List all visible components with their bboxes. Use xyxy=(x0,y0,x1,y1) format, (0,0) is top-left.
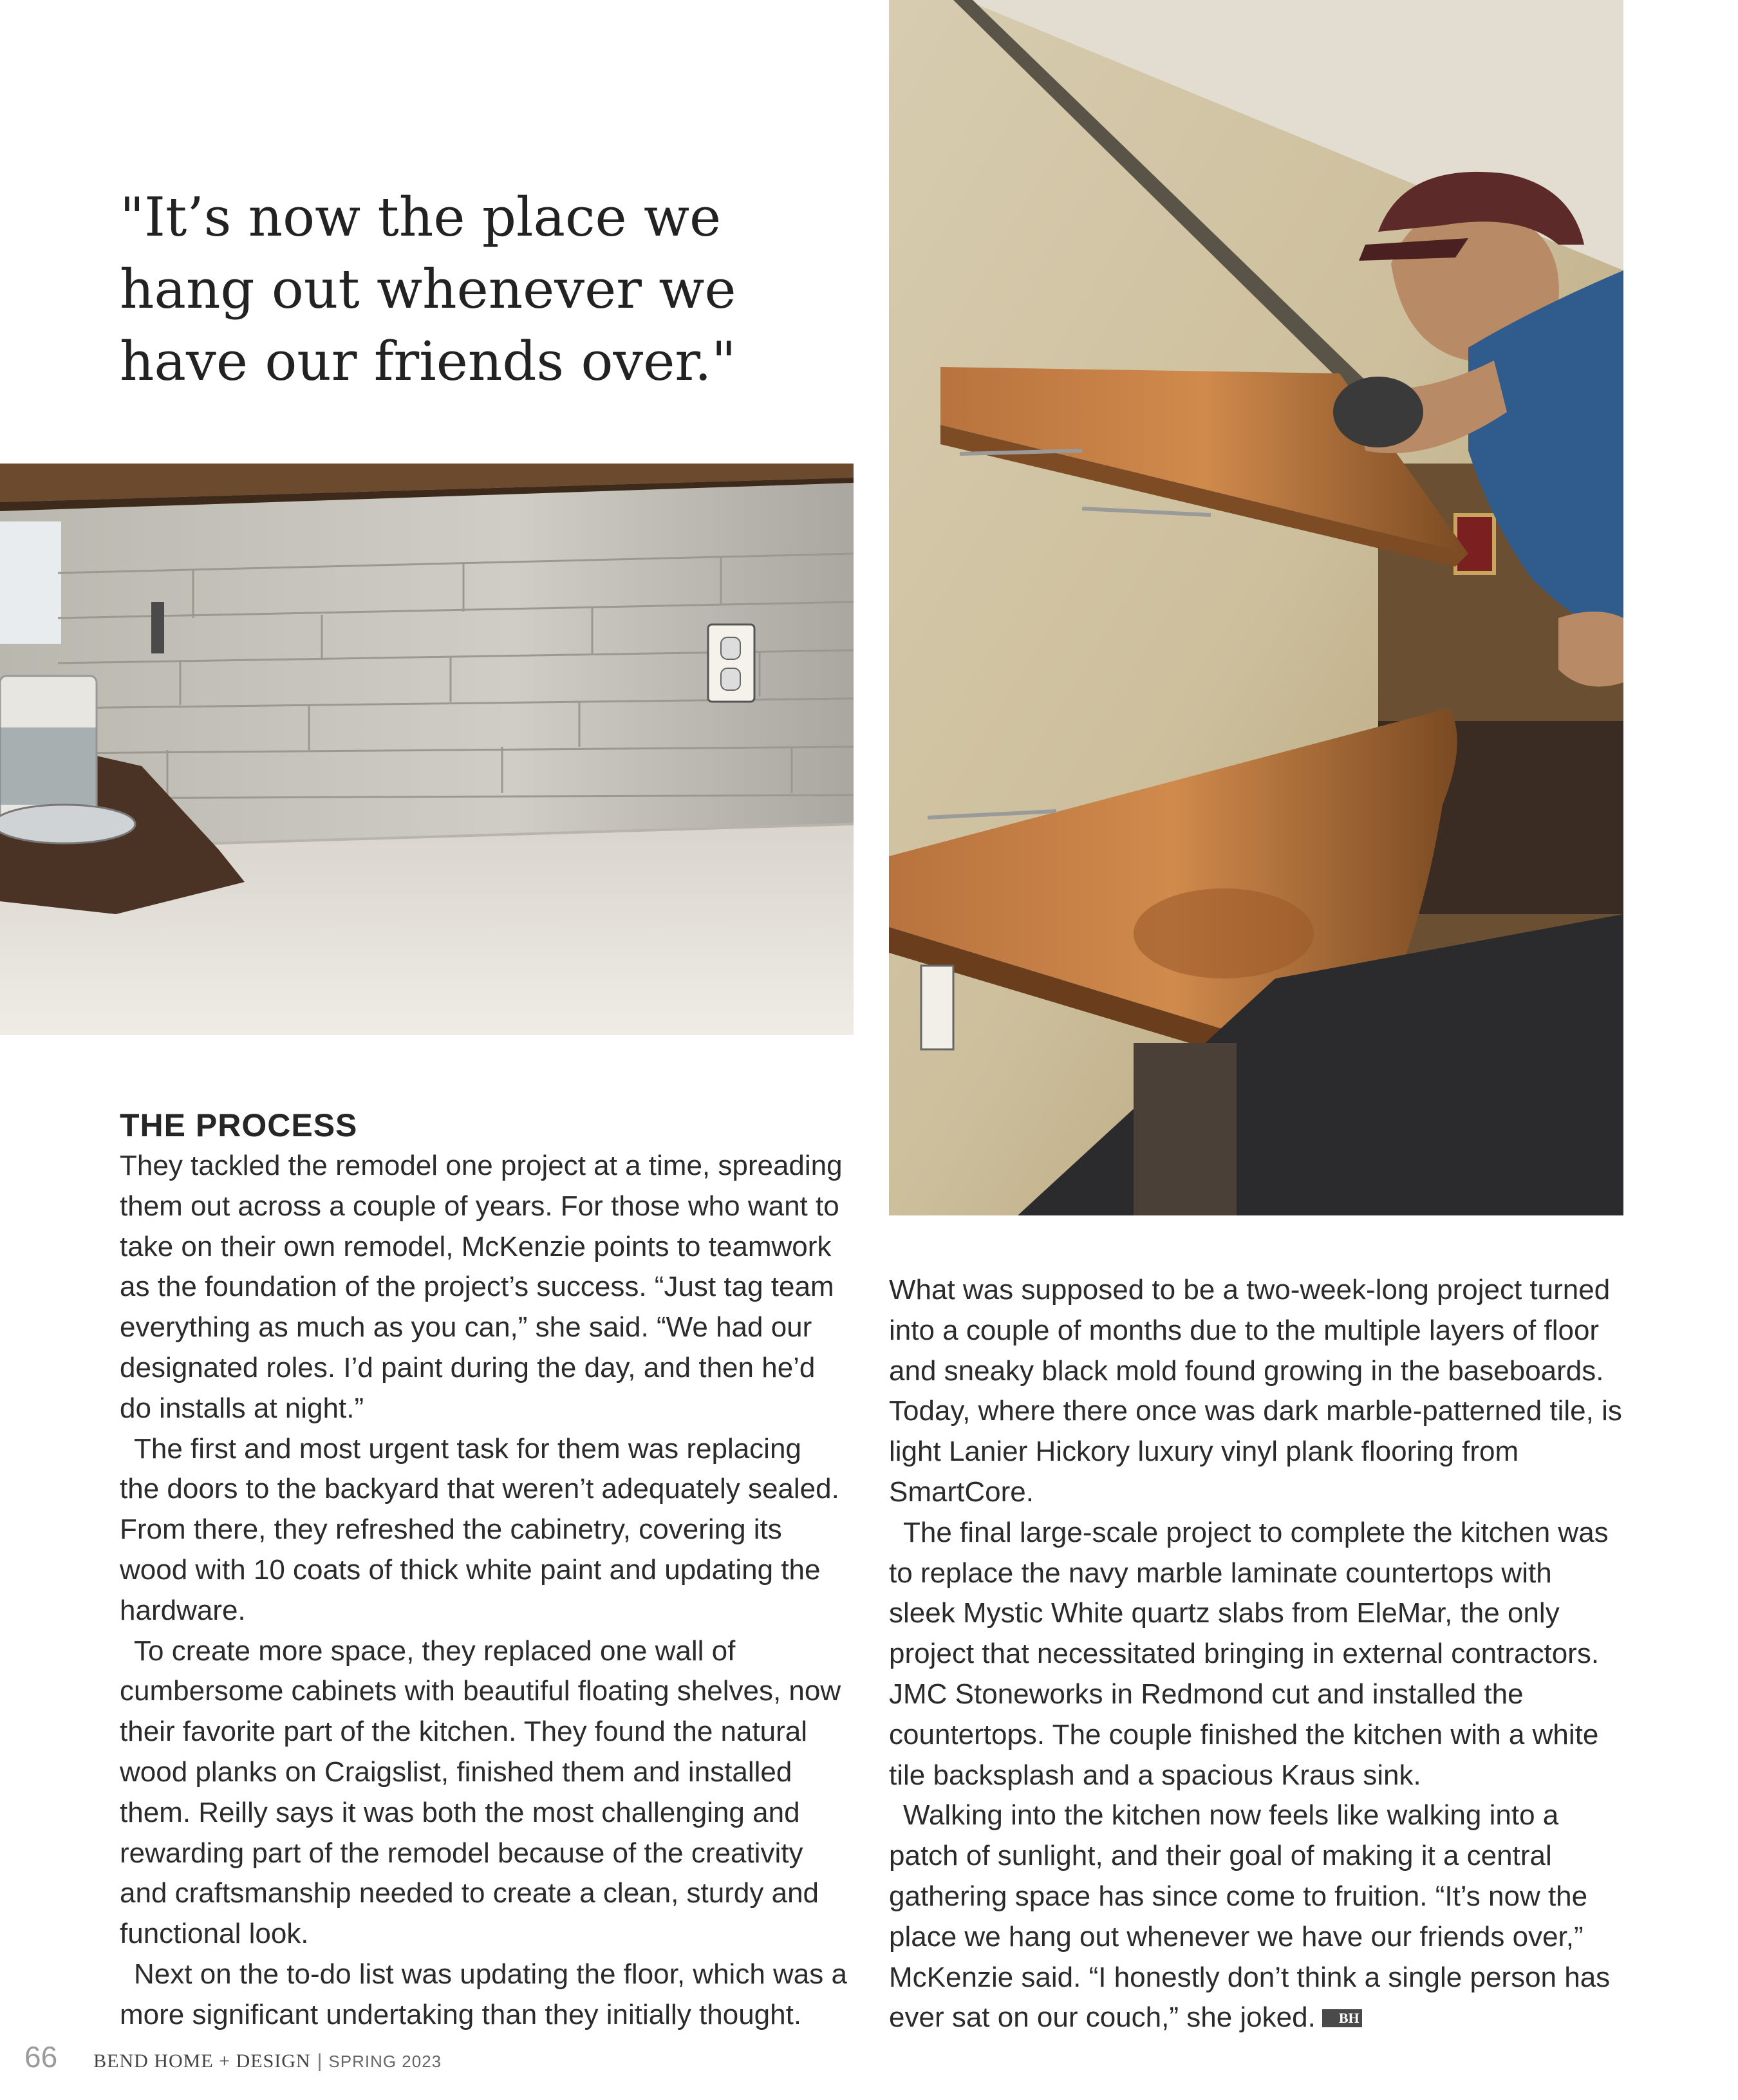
body-paragraph: They tackled the remodel one project at a time, spreading them out across a couple of years. For those who want to take on their own remodel, McKenzie points to teamwork as the foundation of the project’s success. “Just tag team everything as much as you can,” she said. “We had our designated roles. I’d paint during the day, and then he’d do installs at night.” xyxy=(120,1150,843,1424)
page-footer xyxy=(24,2039,442,2078)
floating-shelves-photo xyxy=(889,0,1623,1215)
magazine-name: BEND HOME + DESIGN xyxy=(93,2050,311,2072)
left-column xyxy=(120,1105,847,2036)
body-paragraph-final xyxy=(889,1795,1623,2038)
backsplash-photo xyxy=(0,464,854,1035)
issue-label: SPRING 2023 xyxy=(328,2052,442,2071)
end-mark-logo: BH xyxy=(1322,2009,1362,2027)
body-paragraph: The first and most urgent task for them was replacing the doors to the backyard that weren’t adequately sealed. From there, they refreshed the cabinetry, covering its wood with 10 coats of thick white paint and updating the hardware. xyxy=(120,1432,839,1626)
page-number: 66 xyxy=(24,2040,58,2074)
section-heading: THE PROCESS xyxy=(120,1107,358,1143)
body-paragraph: Next on the to-do list was updating the floor, which was a more significant undertaking than they initially thought. xyxy=(120,1958,847,2030)
pull-quote: "It’s now the place we hang out whenever we have our friends over." xyxy=(120,186,736,393)
body-paragraph: To create more space, they replaced one wall of cumbersome cabinets with beautiful floating shelves, now their favorite part of the kitchen. They found the natural wood planks on Craigslist, finished them and installed them. Reilly says it was both the most challenging and rewarding part of the remodel because of the creativity and craftsmanship needed to create a clean, sturdy and functional look. xyxy=(120,1635,841,1950)
body-paragraph: What was supposed to be a two-week-long project turned into a couple of months due to the multiple layers of floor and sneaky black mold found growing in the baseboards. Today, where there once was dark marble-patterned tile, is light Lanier Hickory luxury vinyl plank flooring from SmartCore. xyxy=(889,1274,1622,1508)
body-text: Walking into the kitchen now feels like walking into a patch of sunlight, and their goal of making it a central gathering space has since come to fruition. “It’s now the place we hang out whenever we have our friends over,” McKenzie said. “I honestly don’t think a single person has ever sat on our couch,” she joked. xyxy=(889,1799,1611,2034)
right-column xyxy=(889,1270,1623,2038)
body-paragraph: The final large-scale project to complete the kitchen was to replace the navy marble laminate countertops with sleek Mystic White quartz slabs from EleMar, the only project that necessitated bringing in external contractors. JMC Stoneworks in Redmond cut and installed the countertops. The couple finished the kitchen with a white tile backsplash and a spacious Kraus sink. xyxy=(889,1516,1609,1791)
footer-separator: | xyxy=(317,2050,322,2072)
